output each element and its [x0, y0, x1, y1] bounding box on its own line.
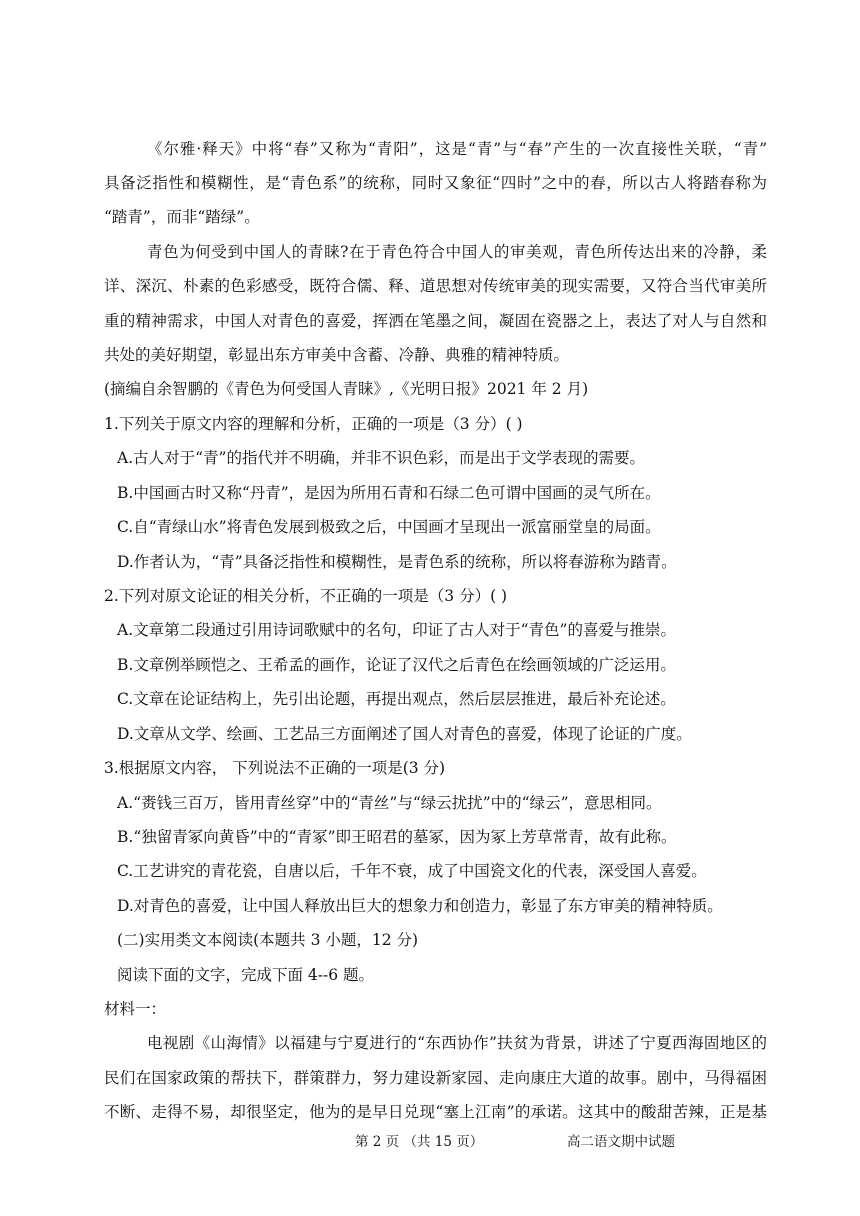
question-2-option-b: B.文章例举顾恺之、王希孟的画作，论证了汉代之后青色在绘画领域的广泛运用。	[117, 656, 676, 674]
material-label: 材料一：	[104, 1000, 167, 1018]
question-2-option-c: C.文章在论证结构上，先引出论题，再提出观点，然后层层推进，最后补充论述。	[117, 690, 676, 708]
section-heading: (二)实用类文本阅读(本题共 3 小题，12 分)	[117, 931, 419, 949]
question-3-option-a: A.“赉钱三百万，皆用青丝穿”中的“青丝”与“绿云扰扰”中的“绿云”，意思相同。	[117, 794, 662, 812]
text-line: 民们在国家政策的帮扶下，群策群力，努力建设新家园、走向康庄大道的故事。剧中，马得福困	[104, 1069, 767, 1087]
question-2-option-a: A.文章第二段通过引用诗词歌赋中的名句，印证了古人对于“青色”的喜爱与推崇。	[117, 621, 676, 639]
question-1: 1.下列关于原文内容的理解和分析，正确的一项是（3 分）( )	[104, 415, 523, 433]
text-line: 共处的美好期望，彰显出东方审美中含蓄、冷静、典雅的精神特质。	[104, 346, 570, 364]
page-number: 第 2 页 （共 15 页）	[355, 1134, 484, 1150]
text-line: 不断、走得不易，却很坚定，他为的是早日兑现“塞上江南”的承诺。这其中的酸甜苦辣，正是基	[104, 1103, 767, 1121]
text-line: 详、深沉、朴素的色彩感受，既符合儒、释、道思想对传统审美的现实需要，又符合当代审美所	[104, 277, 767, 295]
question-3-option-c: C.工艺讲究的青花瓷，自唐以后，千年不衰，成了中国瓷文化的代表，深受国人喜爱。	[117, 862, 707, 880]
question-1-option-c: C.自“青绿山水”将青色发展到极致之后，中国画才呈现出一派富丽堂皇的局面。	[117, 518, 661, 536]
question-2-option-d: D.文章从文学、绘画、工艺品三方面阐述了国人对青色的喜爱，体现了论证的广度。	[117, 725, 692, 743]
question-3: 3.根据原文内容， 下列说法不正确的一项是(3 分)	[104, 759, 446, 777]
question-3-option-b: B.“独留青冢向黄昏”中的“青冢”即王昭君的墓冢，因为冢上芳草常青，故有此称。	[117, 828, 677, 846]
text-line: 具备泛指性和模糊性，是“青色系”的统称，同时又象征“四时”之中的春，所以古人将踏春称为	[104, 174, 767, 192]
text-line: 《尔雅·释天》中将“春”又称为“青阳”，这是“青”与“春”产生的一次直接性关联，“青”	[147, 140, 767, 158]
exam-title: 高二语文期中试题	[567, 1134, 675, 1150]
text-line: 重的精神需求，中国人对青色的喜爱，挥洒在笔墨之间，凝固在瓷器之上，表达了对人与自然和	[104, 312, 767, 330]
question-3-option-d: D.对青色的喜爱，让中国人释放出巨大的想象力和创造力，彰显了东方审美的精神特质。	[117, 897, 723, 915]
text-line: “踏青”，而非“踏绿”。	[104, 208, 260, 226]
question-1-option-a: A.古人对于“青”的指代并不明确，并非不识色彩，而是出于文学表现的需要。	[117, 449, 645, 467]
question-2: 2.下列对原文论证的相关分析，不正确的一项是（3 分）( )	[104, 587, 508, 605]
text-line: 电视剧《山海情》以福建与宁夏进行的“东西协作”扶贫为背景，讲述了宁夏西海固地区的	[147, 1034, 767, 1052]
question-1-option-b: B.中国画古时又称“丹青”，是因为所用石青和石绿二色可谓中国画的灵气所在。	[117, 484, 661, 502]
text-line: 青色为何受到中国人的青睐?在于青色符合中国人的审美观，青色所传达出来的冷静，柔	[147, 243, 767, 261]
section-instruction: 阅读下面的文字，完成下面 4--6 题。	[117, 966, 375, 984]
source-citation: (摘编自余智鹏的《青色为何受国人青睐》,《光明日报》2021 年 2 月)	[104, 380, 589, 398]
question-1-option-d: D.作者认为，“青”具备泛指性和模糊性，是青色系的统称，所以将春游称为踏青。	[117, 553, 677, 571]
